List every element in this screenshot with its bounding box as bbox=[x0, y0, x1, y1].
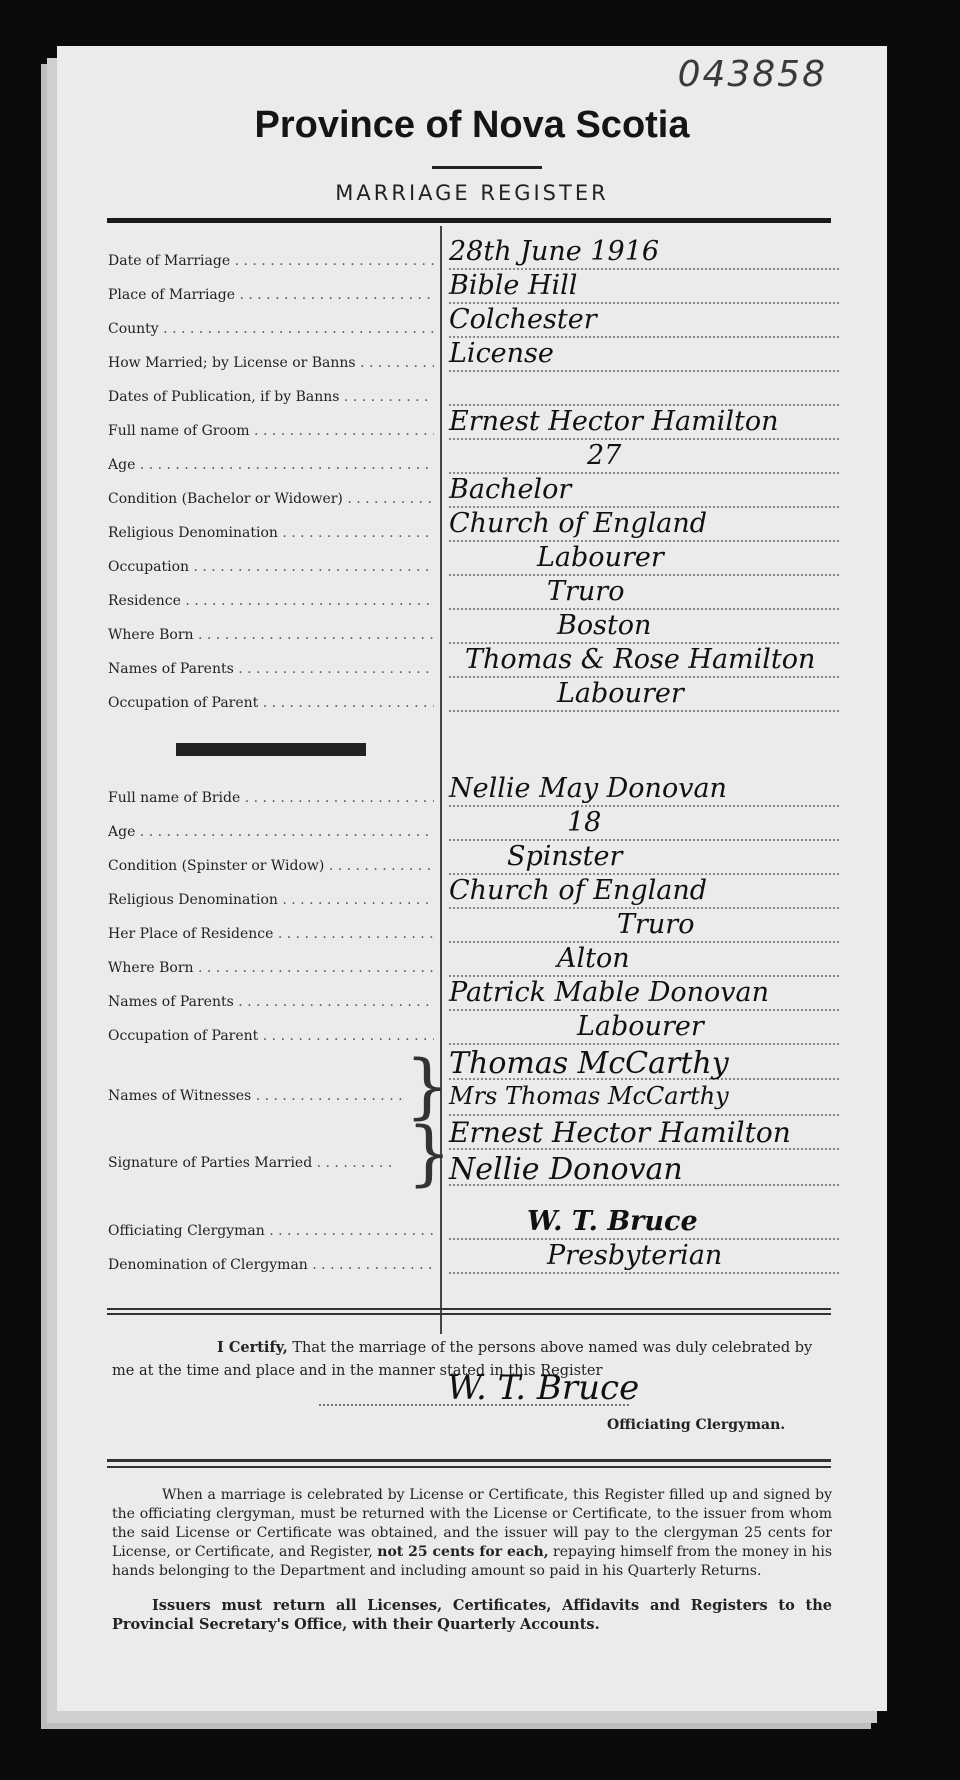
field-value: Truro bbox=[617, 909, 695, 940]
field-label: Full name of Bride . . . bbox=[108, 783, 434, 813]
certify-rule-top bbox=[107, 1308, 831, 1310]
field-label: Where Born . . . bbox=[108, 953, 434, 983]
header-rule bbox=[107, 218, 831, 223]
field-label: Denomination of Clergyman . . . bbox=[108, 1250, 434, 1280]
field-value: Alton bbox=[557, 943, 630, 974]
field-label: Occupation . . . bbox=[108, 552, 434, 582]
field-value: Labourer bbox=[577, 1011, 704, 1042]
clergyman-denomination: Presbyterian bbox=[547, 1240, 723, 1271]
witnesses-label: Names of Witnesses . . . bbox=[108, 1081, 408, 1111]
field-value: Labourer bbox=[537, 542, 664, 573]
field-label: Names of Parents . . . bbox=[108, 987, 434, 1017]
field-label: Names of Parents . . . bbox=[108, 654, 434, 684]
certify-signature: W. T. Bruce bbox=[447, 1368, 640, 1408]
field-label: Where Born . . . bbox=[108, 620, 434, 650]
signatures-brace: } bbox=[407, 1112, 452, 1194]
field-value: 18 bbox=[567, 807, 602, 838]
field-value: Colchester bbox=[449, 304, 597, 335]
form-subtitle: MARRIAGE REGISTER bbox=[335, 181, 609, 205]
field-label: Occupation of Parent . . . bbox=[108, 688, 434, 718]
title-underline bbox=[432, 166, 542, 169]
field-value: Patrick Mable Donovan bbox=[449, 977, 770, 1008]
field-label: Condition (Spinster or Widow) . . . bbox=[108, 851, 434, 881]
field-value: Boston bbox=[557, 610, 652, 641]
field-label: County . . . bbox=[108, 314, 434, 344]
certify-lead: I Certify, bbox=[217, 1339, 288, 1356]
field-row bbox=[57, 678, 887, 718]
field-value: Bachelor bbox=[449, 474, 572, 505]
certify-text: That the marriage of the persons above named was duly celebrated by me at the time and place and in the manner stated in this Register bbox=[112, 1340, 813, 1379]
field-value: 28th June 1916 bbox=[449, 236, 660, 267]
field-value: Nellie May Donovan bbox=[449, 773, 727, 804]
register-form bbox=[57, 46, 887, 1711]
field-value: Truro bbox=[547, 576, 625, 607]
signature-groom: Ernest Hector Hamilton bbox=[449, 1116, 791, 1149]
instructions-note: When a marriage is celebrated by License or Certificate, this Register filled up and signed by the officiating clergyman, must be returned with the License or Certificate, to the issuer from whom the said License or Certificate was obtained, and the issuer will pay to the clergyman 25 cents for License, or Certificate, and Register, not 25 cents for each, repaying himself from the money in his hands belonging to the Department and including amount so paid in his Quarterly Returns. bbox=[112, 1487, 832, 1579]
clergyman-name: W. T. Bruce bbox=[527, 1206, 698, 1237]
witness-2: Mrs Thomas McCarthy bbox=[449, 1082, 729, 1110]
field-label: Age . . . bbox=[108, 817, 434, 847]
field-label: Occupation of Parent . . . bbox=[108, 1021, 434, 1051]
field-label: Condition (Bachelor or Widower) . . . bbox=[108, 484, 434, 514]
field-label: Age . . . bbox=[108, 450, 434, 480]
field-value: Ernest Hector Hamilton bbox=[449, 406, 779, 437]
field-label: Her Place of Residence . . . bbox=[108, 919, 434, 949]
field-value: Bible Hill bbox=[449, 270, 578, 301]
issuers-note: Issuers must return all Licenses, Certificates, Affidavits and Registers to the Provincial Secretary's Office, with their Quarterly Accounts. bbox=[112, 1597, 832, 1633]
field-row bbox=[57, 1240, 887, 1280]
register-number: 043858 bbox=[677, 54, 827, 95]
section-separator-bar bbox=[176, 743, 366, 756]
field-label: How Married; by License or Banns . . . bbox=[108, 348, 434, 378]
field-row bbox=[57, 338, 887, 378]
field-value: Spinster bbox=[507, 841, 623, 872]
field-label: Religious Denomination . . . bbox=[108, 885, 434, 915]
field-value: Church of England bbox=[449, 875, 708, 906]
witnesses-brace: } bbox=[405, 1045, 450, 1127]
field-value: Thomas & Rose Hamilton bbox=[465, 644, 816, 675]
witness-1: Thomas McCarthy bbox=[449, 1046, 729, 1081]
field-label: Place of Marriage . . . bbox=[108, 280, 434, 310]
field-label: Full name of Groom . . . bbox=[108, 416, 434, 446]
notes-rule bbox=[107, 1459, 831, 1462]
field-label: Officiating Clergyman . . . bbox=[108, 1216, 434, 1246]
field-value: 27 bbox=[587, 440, 622, 471]
field-label: Residence . . . bbox=[108, 586, 434, 616]
field-label: Religious Denomination . . . bbox=[108, 518, 434, 548]
form-title: Province of Nova Scotia bbox=[254, 104, 690, 146]
field-value: Church of England bbox=[449, 508, 708, 539]
field-value: License bbox=[449, 338, 554, 369]
signatures-label: Signature of Parties Married . . . bbox=[108, 1148, 398, 1178]
field-label: Date of Marriage . . . bbox=[108, 246, 434, 276]
certify-signer-title: Officiating Clergyman. bbox=[607, 1417, 786, 1433]
signature-bride: Nellie Donovan bbox=[449, 1152, 683, 1187]
field-label: Dates of Publication, if by Banns . . . bbox=[108, 382, 434, 412]
field-value: Labourer bbox=[557, 678, 684, 709]
